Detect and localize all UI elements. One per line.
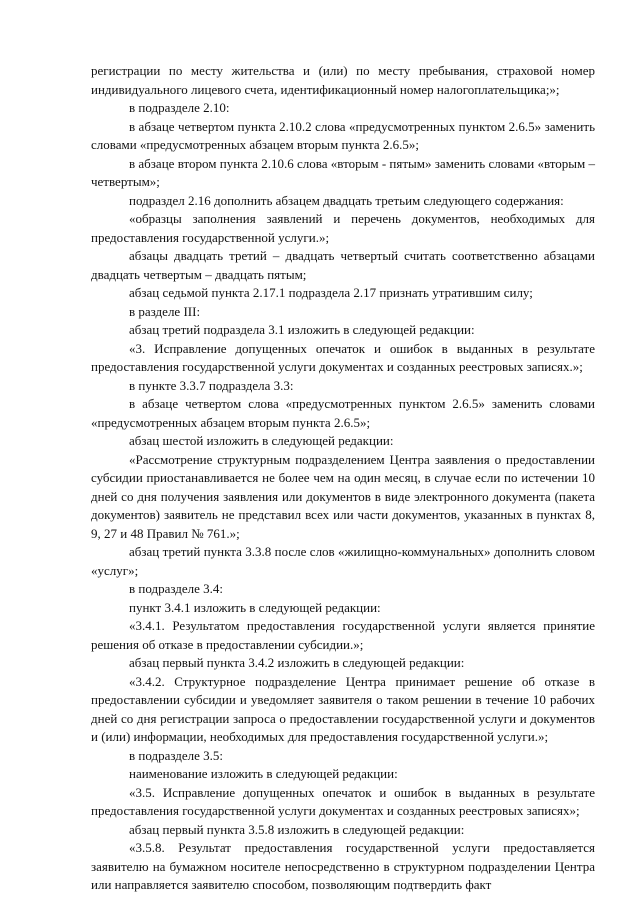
paragraph-20: абзац первый пункта 3.4.2 изложить в следующей редакции: xyxy=(129,655,465,670)
paragraph-13: в абзаце четвертом слова «предусмотренных пунктом 2.6.5» заменить словами «предусмотренных абзацем вторым пункта 2.6.5»; xyxy=(91,396,595,430)
paragraph-2: в подразделе 2.10: xyxy=(129,100,230,115)
paragraph-23: наименование изложить в следующей редакции: xyxy=(129,766,398,781)
paragraph-11: «3. Исправление допущенных опечаток и ошибок в выданных в результате предоставления государственной услуги документах и созданных реестровых записях.»; xyxy=(91,340,595,374)
paragraph-17: в подразделе 3.4: xyxy=(129,581,224,596)
paragraph-16: абзац третий пункта 3.3.8 после слов «жилищно-коммунальных» дополнить словом «услуг»; xyxy=(91,544,595,578)
paragraph-8: абзац седьмой пункта 2.17.1 подраздела 2.17 признать утратившим силу; xyxy=(129,285,533,300)
paragraph-6: «образцы заполнения заявлений и перечень документов, необходимых для предоставления государственной услуги.»; xyxy=(91,211,595,245)
paragraph-22: в подразделе 3.5: xyxy=(129,747,224,763)
paragraph-24: «3.5. Исправление допущенных опечаток и ошибок в выданных в результате предоставления государственной услуги документах и созданных реестровых записях»; xyxy=(91,784,595,818)
paragraph-21: «3.4.2. Структурное подразделение Центра принимает решение об отказе в предоставлении субсидии и уведомляет заявителя о таком решении в течение 10 рабочих дней со дня регистрации запроса о предоставлении государственной услуги и документов и (или) информации, необходимых для предоставления государственной услуги.»; xyxy=(91,673,595,744)
paragraph-25: абзац первый пункта 3.5.8 изложить в следующей редакции: xyxy=(129,821,465,837)
paragraph-15: «Рассмотрение структурным подразделением Центра заявления о предоставлении субсидии приостанавливается не более чем на один месяц, в случае если по истечении 10 дней со дня получения заявления или документов в виде электронного документа (пакета документов) заявитель не представил всех или части документов, указанных в пунктах 8, 9, 27 и 48 Правил № 761.»; xyxy=(91,451,595,541)
paragraph-4: в абзаце втором пункта 2.10.6 слова «вторым - пятым» заменить словами «вторым – четвертым»; xyxy=(91,155,595,189)
paragraph-1: регистрации по месту жительства и (или) по месту пребывания, страховой номер индивидуального лицевого счета, идентификационный номер налогоплательщика;»; xyxy=(91,63,595,97)
paragraph-19: «3.4.1. Результатом предоставления государственной услуги является принятие решения об отказе в предоставлении субсидии.»; xyxy=(91,618,595,652)
paragraph-10: абзац третий подраздела 3.1 изложить в следующей редакции: xyxy=(129,322,475,337)
paragraph-3: в абзаце четвертом пункта 2.10.2 слова «предусмотренных пунктом 2.6.5» заменить словами «предусмотренных абзацем вторым пункта 2.6.5»; xyxy=(91,118,595,152)
paragraph-7: абзацы двадцать третий – двадцать четвертый считать соответственно абзацами двадцать четвертым – двадцать пятым; xyxy=(91,248,595,282)
paragraph-18: пункт 3.4.1 изложить в следующей редакции: xyxy=(129,599,381,615)
paragraph-14: абзац шестой изложить в следующей редакции: xyxy=(129,433,394,448)
paragraph-12: в пункте 3.3.7 подраздела 3.3: xyxy=(129,377,294,393)
paragraph-5: подраздел 2.16 дополнить абзацем двадцать третьим следующего содержания: xyxy=(129,192,564,208)
paragraph-9: в разделе III: xyxy=(129,303,201,319)
paragraph-26: «3.5.8. Результат предоставления государственной услуги предоставляется заявителю на бумажном носителе непосредственно в структурном подразделении Центра или направляется заявителю способом, позволяющим подтвердить факт xyxy=(91,840,595,892)
document-page xyxy=(91,62,595,895)
